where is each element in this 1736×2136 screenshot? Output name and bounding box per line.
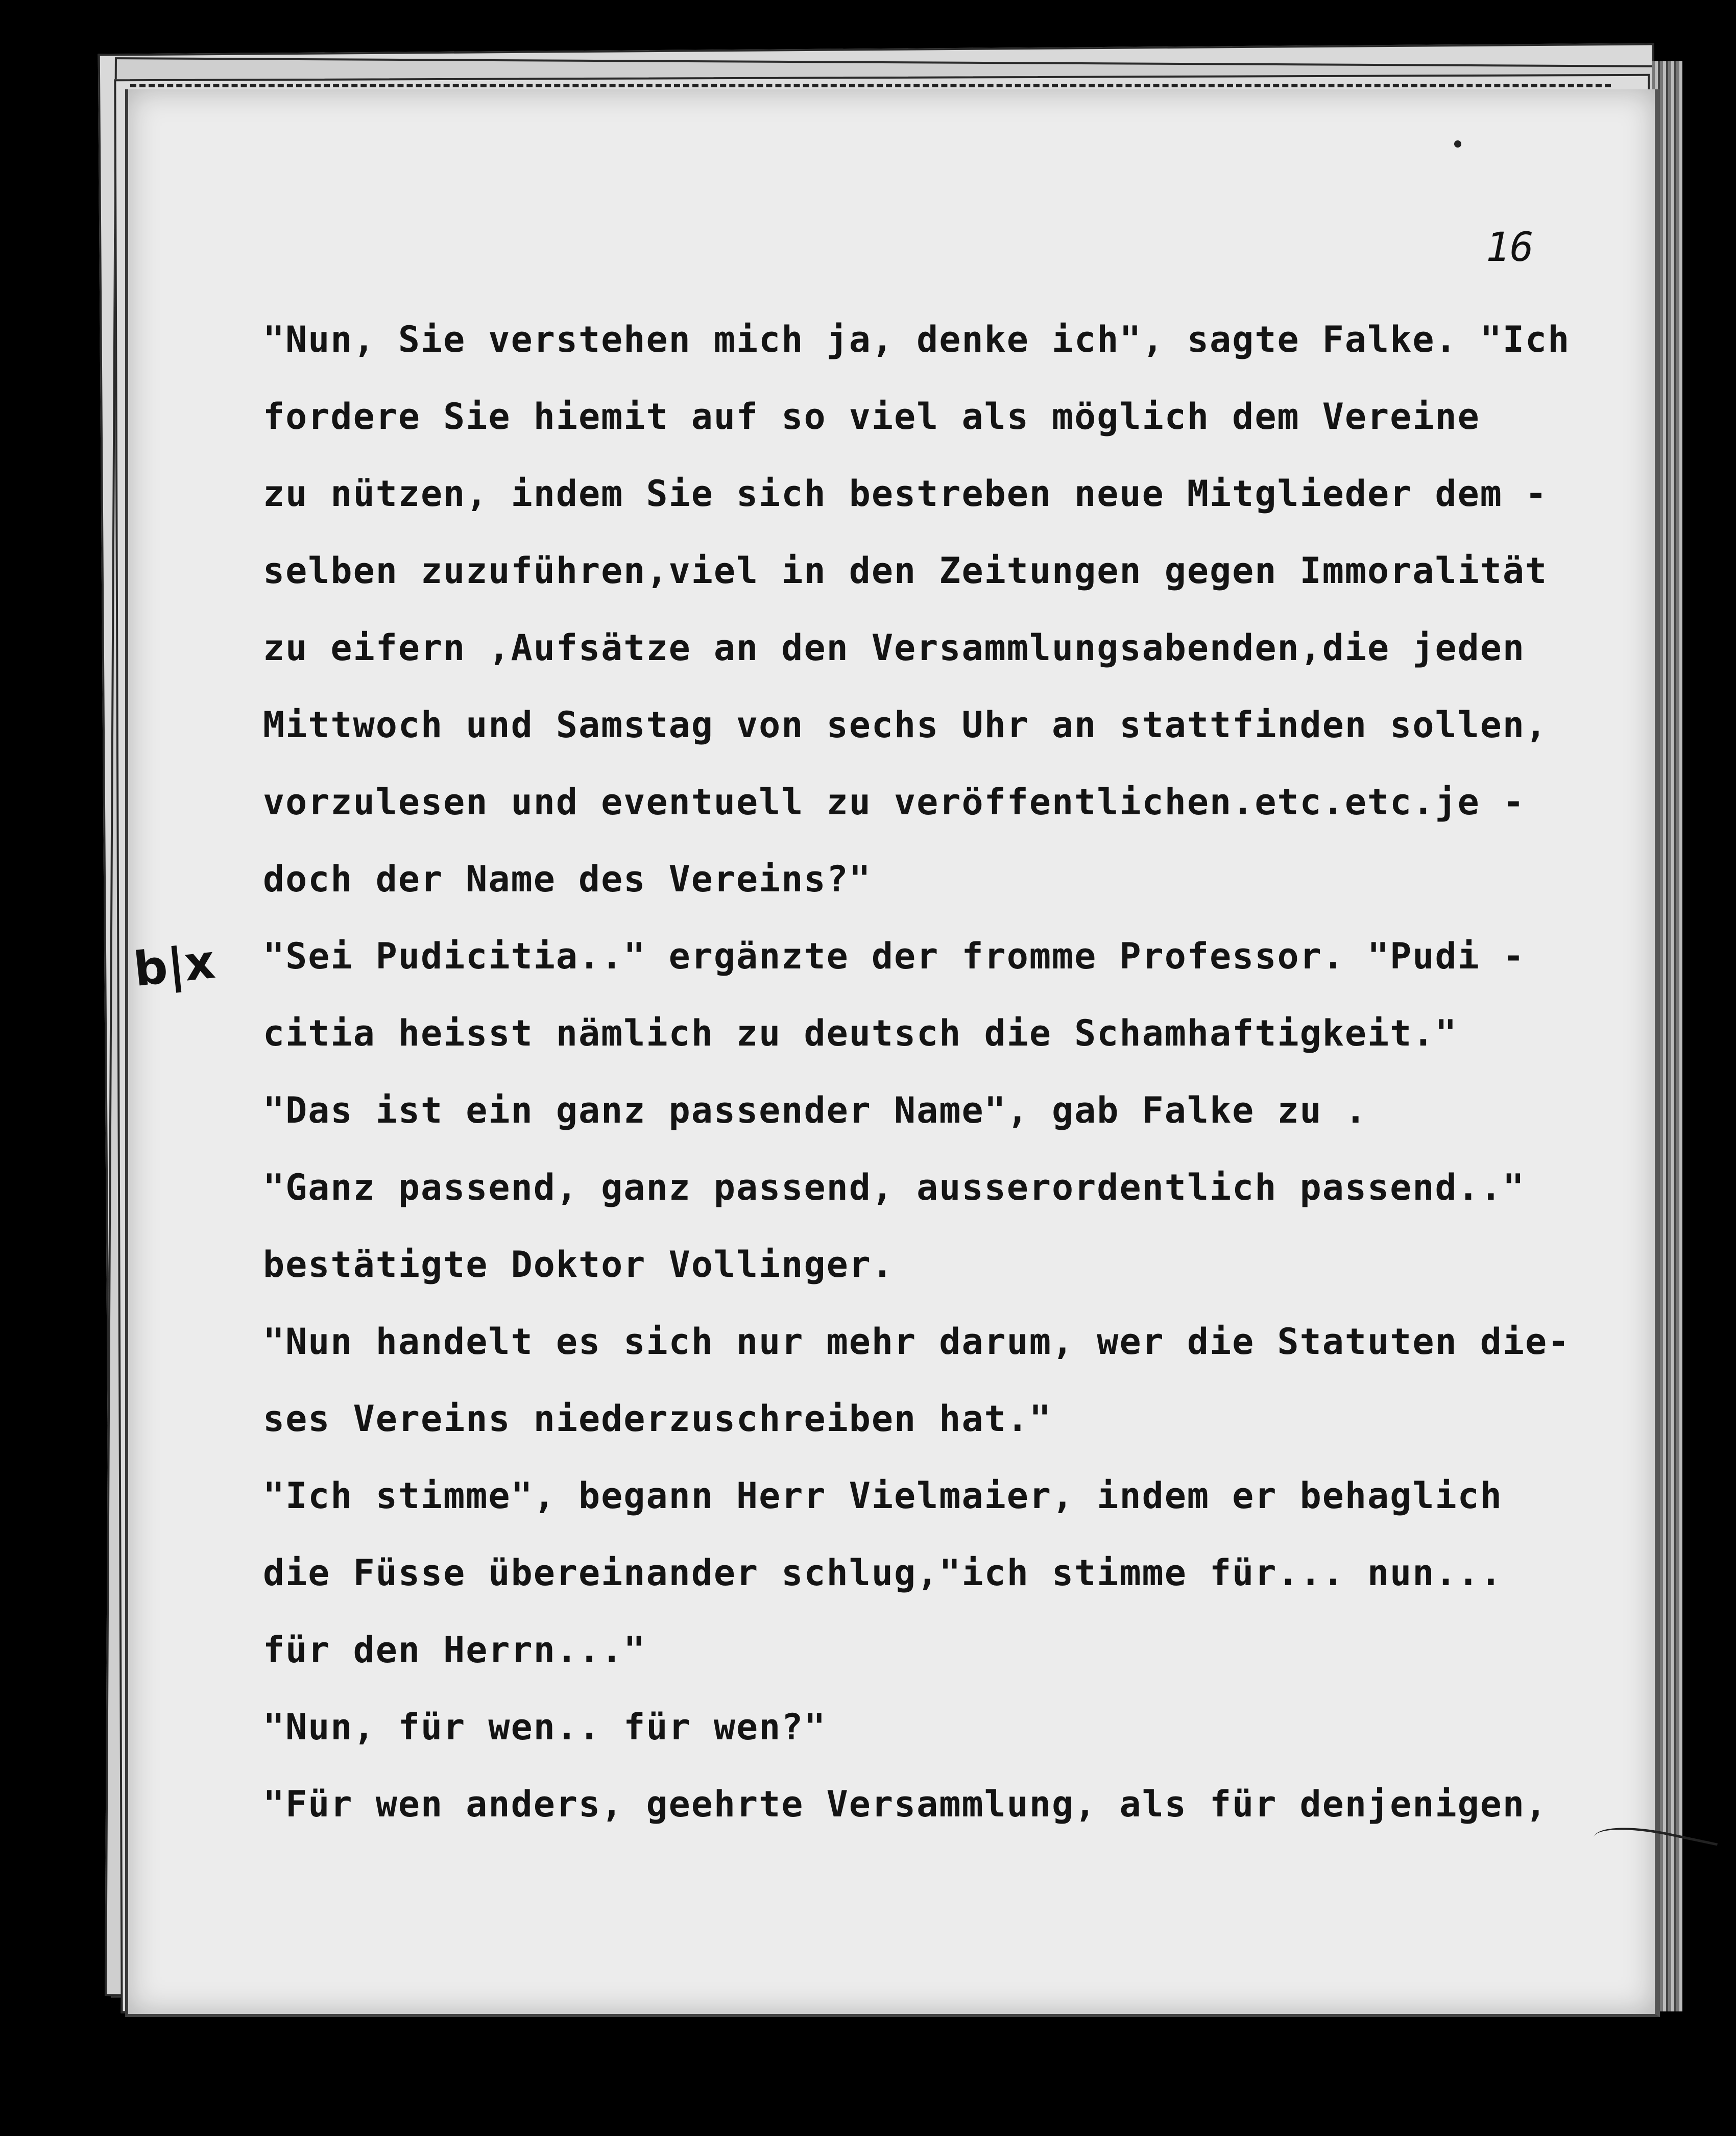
page-number: 16: [1486, 225, 1534, 271]
text-line: die Füsse übereinander schlug,"ich stimme für... nun...: [263, 1552, 1503, 1594]
text-line: zu eifern ,Aufsätze an den Versammlungsabenden,die jeden: [263, 627, 1526, 669]
text-line: ses Vereins niederzuschreiben hat.": [263, 1398, 1052, 1440]
top-dashed-rule: [130, 84, 1611, 87]
text-line: "Für wen anders, geehrte Versammlung, als für denjenigen,: [263, 1783, 1548, 1825]
text-line: "Ich stimme", begann Herr Vielmaier, indem er behaglich: [263, 1475, 1503, 1517]
text-line: citia heisst nämlich zu deutsch die Schamhaftigkeit.": [263, 1012, 1458, 1054]
text-line: zu nützen, indem Sie sich bestreben neue Mitglieder dem -: [263, 473, 1548, 515]
text-line: "Nun, für wen.. für wen?": [263, 1706, 827, 1748]
text-line: "Ganz passend, ganz passend, ausserordentlich passend..": [263, 1167, 1526, 1208]
text-line: "Nun handelt es sich nur mehr darum, wer die Statuten die-: [263, 1321, 1571, 1363]
text-line: "Nun, Sie verstehen mich ja, denke ich", sagte Falke. "Ich: [263, 319, 1571, 360]
text-line: für den Herrn...": [263, 1629, 646, 1671]
text-line: selben zuzuführen,viel in den Zeitungen gegen Immoralität: [263, 550, 1548, 592]
ink-dot: [1454, 140, 1461, 148]
text-line: doch der Name des Vereins?": [263, 858, 872, 900]
text-line: bestätigte Doktor Vollinger.: [263, 1244, 895, 1285]
text-line: Mittwoch und Samstag von sechs Uhr an stattfinden sollen,: [263, 704, 1548, 746]
text-line: fordere Sie hiemit auf so viel als möglich dem Vereine: [263, 396, 1480, 438]
text-line: vorzulesen und eventuell zu veröffentlichen.etc.etc.je -: [263, 781, 1526, 823]
text-line: "Das ist ein ganz passender Name", gab Falke zu .: [263, 1089, 1368, 1131]
typed-text-body: [263, 301, 1642, 1843]
margin-annotation: b|x: [131, 934, 218, 998]
text-line: "Sei Pudicitia.." ergänzte der fromme Professor. "Pudi -: [263, 935, 1526, 977]
